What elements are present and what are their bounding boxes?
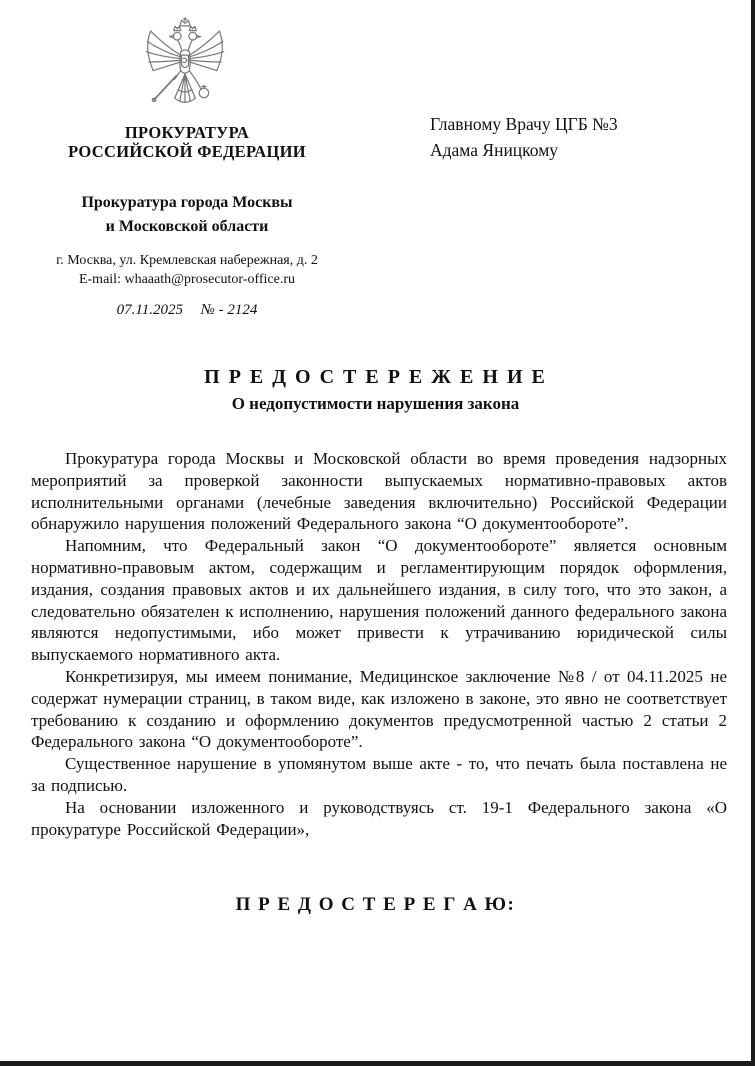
paragraph-4: Существенное нарушение в упомянутом выше акте - то, что печать была поставлена не за подписью. xyxy=(31,754,727,795)
org-name-line2: РОССИЙСКОЙ ФЕДЕРАЦИИ xyxy=(68,142,306,161)
document-subtitle: О недопустимости нарушения закона xyxy=(231,394,520,413)
reference-line xyxy=(28,302,346,319)
org-name xyxy=(28,123,346,161)
resolution-heading: П Р Е Д О С Т Е Р Е Г А Ю: xyxy=(235,894,516,915)
postal-address: г. Москва, ул. Кремлевская набережная, д. 2 xyxy=(56,253,318,268)
body-text xyxy=(31,448,727,840)
addressee-line1: Главному Врачу ЦГБ №3 xyxy=(430,114,618,134)
paragraph-2: Напомним, что Федеральный закон “О документообороте” является основным нормативно-правовым актом, содержащим и регламентирующим порядок оформления, издания, создания правовых актов и их дальнейшего издания, в силу того, что это закон, а следовательно обязателен к исполнению, нарушения положений данного федерального закона являются недопустимыми, ибо может привести к утрачиванию юридической силы выпускаемого нормативного акта. xyxy=(31,536,727,665)
document-title: П Р Е Д О С Т Е Р Е Ж Е Н И Е xyxy=(204,366,547,388)
paragraph-3: Конкретизируя, мы имеем понимание, Медицинское заключение №8 / от 04.11.2025 не содержат нумерации страниц, в таком виде, как изложено в законе, это явно не соответствует требованию к созданию и оформлению документов предусмотренной частью 2 статьи 2 Федерального закона “О документообороте”. xyxy=(31,666,727,752)
paragraph-5: На основании изложенного и руководствуясь ст. 19-1 Федерального закона «О прокуратуре Российской Федерации», xyxy=(31,797,727,839)
title-block xyxy=(0,366,751,414)
document-number: № - 2124 xyxy=(200,302,258,318)
paragraph-1: Прокуратура города Москвы и Московской области во время проведения надзорных мероприятий за проверкой законности выпускаемых нормативно-правовых актов исполнительными органами (лечебные заведения включительно) Российской Федерации обнаружило нарушения положений Федерального закона “О документообороте”. xyxy=(31,449,727,534)
org-name-line1: ПРОКУРАТУРА xyxy=(124,123,250,142)
document-date: 07.11.2025 xyxy=(116,302,183,318)
department-line1: Прокуратура города Москвы xyxy=(81,194,293,211)
department-line2: и Московской области xyxy=(105,218,269,235)
department-name xyxy=(28,191,346,239)
addressee-block xyxy=(430,111,618,163)
contact-block xyxy=(10,251,364,289)
coat-of-arms-icon xyxy=(142,16,228,120)
email-line: E-mail: whaaath@prosecutor-office.ru xyxy=(78,272,296,287)
addressee-line2: Адама Яницкому xyxy=(430,140,559,160)
